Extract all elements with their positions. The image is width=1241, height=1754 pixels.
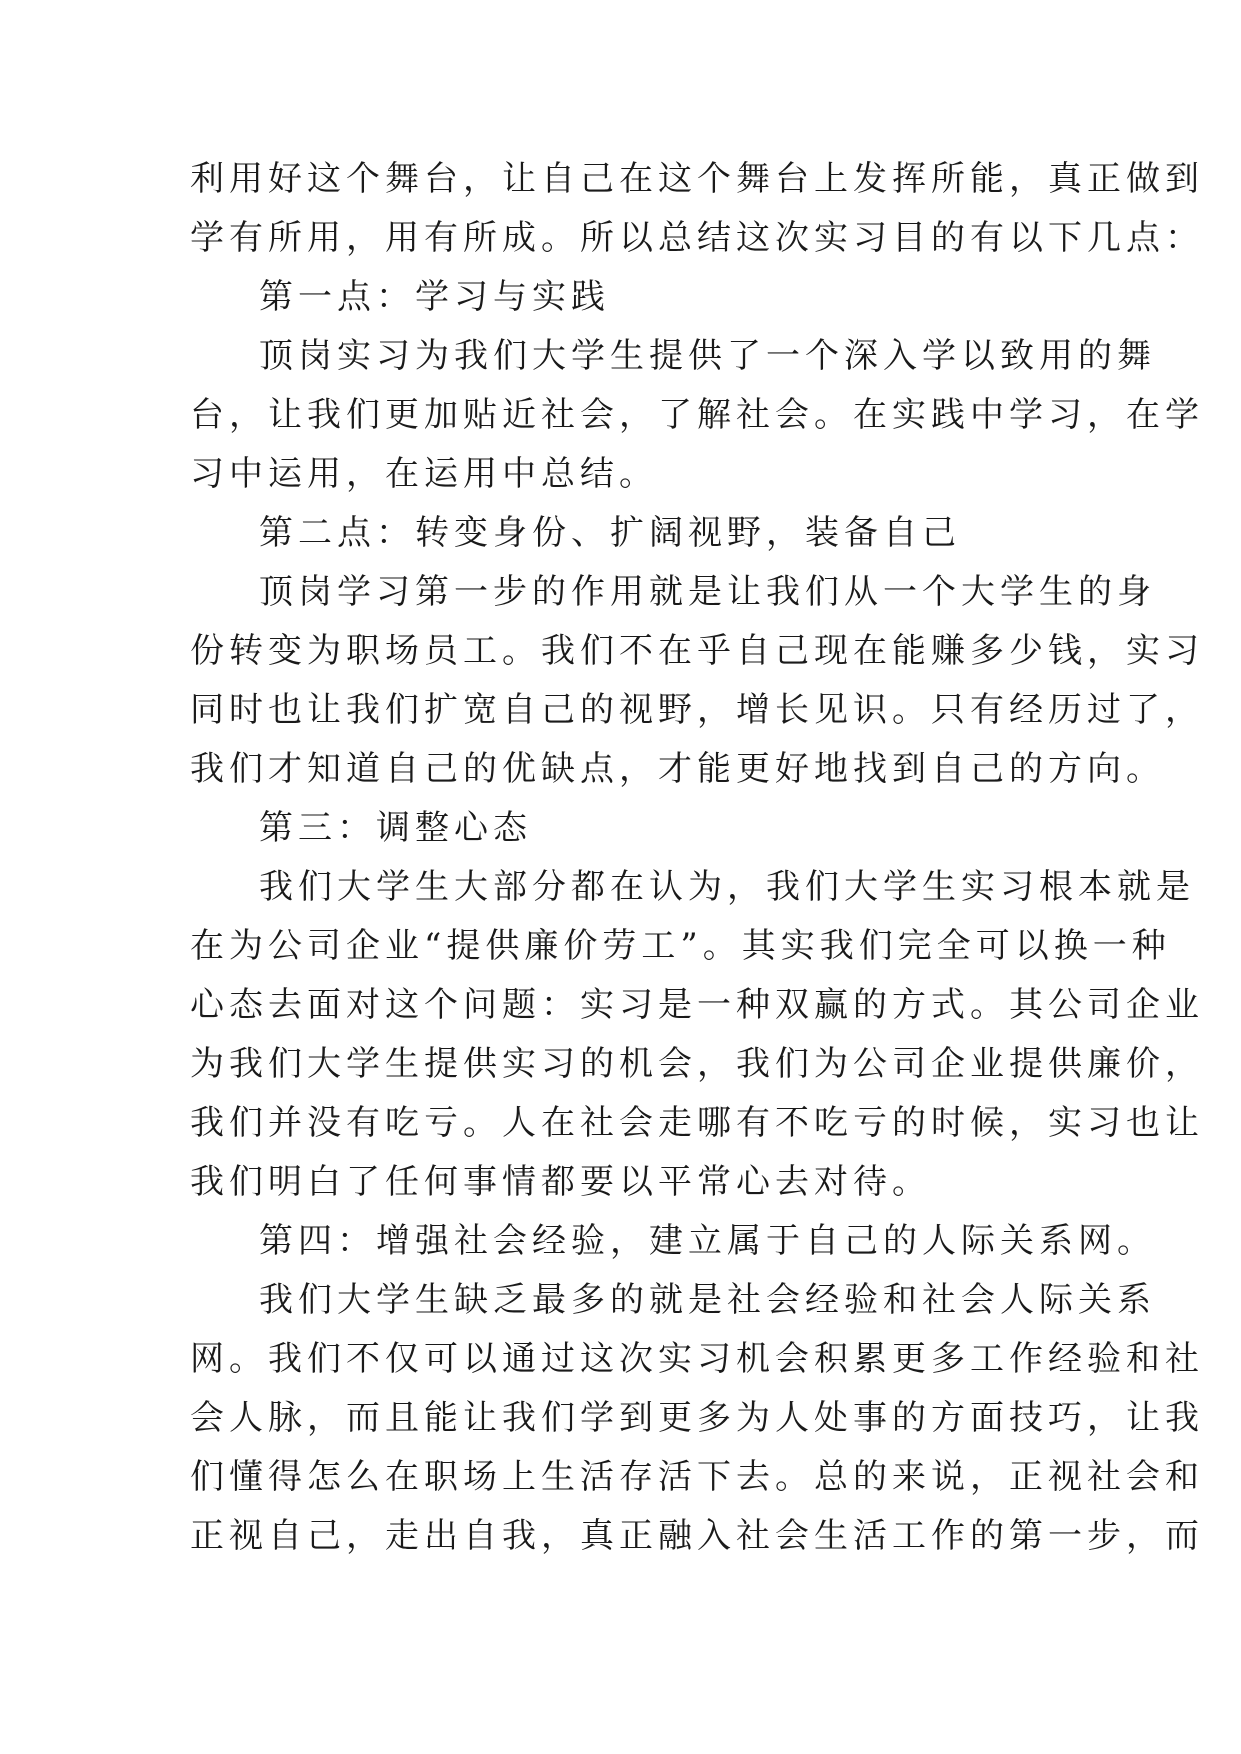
paragraph-line: 我们大学生缺乏最多的就是社会经验和社会人际关系	[259, 1280, 1156, 1320]
paragraph-line: 我们明白了任何事情都要以平常心去对待。	[190, 1162, 931, 1202]
section-heading: 第三：调整心态	[259, 808, 532, 848]
paragraph-line: 我们大学生大部分都在认为，我们大学生实习根本就是	[259, 867, 1195, 907]
document-page	[190, 150, 1204, 1566]
paragraph-line: 顶岗实习为我们大学生提供了一个深入学以致用的舞	[259, 336, 1156, 376]
paragraph-line: 心态去面对这个问题：实习是一种双赢的方式。其公司企业	[190, 985, 1204, 1025]
paragraph-line: 网。我们不仅可以通过这次实习机会积累更多工作经验和社	[190, 1339, 1204, 1379]
paragraph-line: 为我们大学生提供实习的机会，我们为公司企业提供廉价，	[190, 1044, 1204, 1084]
paragraph-line: 我们才知道自己的优缺点，才能更好地找到自己的方向。	[190, 749, 1165, 789]
section-heading: 第四：增强社会经验，建立属于自己的人际关系网。	[259, 1221, 1156, 1261]
paragraph-line: 正视自己，走出自我，真正融入社会生活工作的第一步，而	[190, 1516, 1204, 1556]
paragraph-line: 份转变为职场员工。我们不在乎自己现在能赚多少钱，实习	[190, 631, 1204, 671]
paragraph-line: 会人脉，而且能让我们学到更多为人处事的方面技巧，让我	[190, 1398, 1204, 1438]
paragraph-line: 利用好这个舞台，让自己在这个舞台上发挥所能，真正做到	[190, 159, 1204, 199]
paragraph-line: 们懂得怎么在职场上生活存活下去。总的来说，正视社会和	[190, 1457, 1204, 1497]
section-heading: 第二点：转变身份、扩阔视野，装备自己	[259, 513, 961, 553]
paragraph-line: 同时也让我们扩宽自己的视野，增长见识。只有经历过了，	[190, 690, 1204, 730]
paragraph-line: 我们并没有吃亏。人在社会走哪有不吃亏的时候，实习也让	[190, 1103, 1204, 1143]
section-heading: 第一点：学习与实践	[259, 277, 610, 317]
paragraph-line: 在为公司企业“提供廉价劳工”。其实我们完全可以换一种	[190, 926, 1171, 966]
paragraph-line: 习中运用，在运用中总结。	[190, 454, 658, 494]
paragraph-line: 台，让我们更加贴近社会，了解社会。在实践中学习，在学	[190, 395, 1204, 435]
paragraph-line: 顶岗学习第一步的作用就是让我们从一个大学生的身	[259, 572, 1156, 612]
paragraph-line: 学有所用，用有所成。所以总结这次实习目的有以下几点：	[190, 218, 1204, 258]
